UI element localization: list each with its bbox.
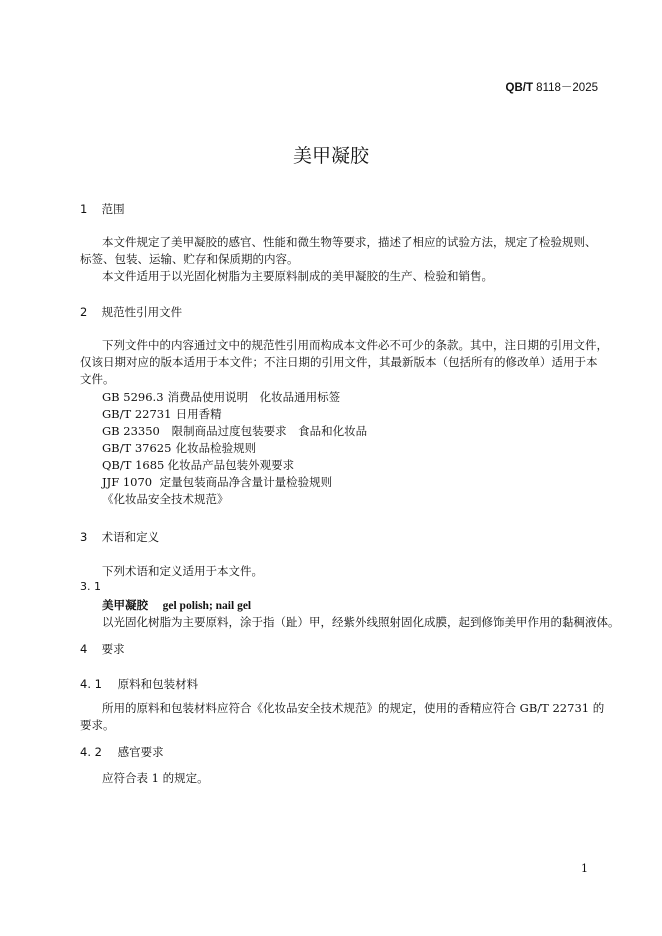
reference-code: GB/T 22731 <box>102 407 172 421</box>
reference-code: GB 5296.3 <box>102 390 164 404</box>
paragraph-line: 仅该日期对应的版本适用于本文件；不注日期的引用文件，其最新版本（包括所有的修改单）适用于本 <box>80 355 598 369</box>
reference-item <box>102 491 229 507</box>
section-title: 范围 <box>101 202 125 216</box>
reference-item <box>102 423 367 439</box>
term-definition: 以光固化树脂为主要原料，涂于指（趾）甲，经紫外线照射固化成膜，起到修饰美甲作用的黏稠液体。 <box>102 615 620 629</box>
section-2-heading <box>80 304 182 320</box>
reference-title: 《化妆品安全技术规范》 <box>102 492 229 506</box>
reference-code: QB/T 1685 <box>102 458 165 472</box>
paragraph-line: 所用的原料和包装材料应符合《化妆品安全技术规范》的规定，使用的香精应符合 GB/T 22731 的 <box>102 701 605 715</box>
reference-item <box>102 389 340 405</box>
subsection-4-1-heading <box>80 676 198 692</box>
standard-prefix: QB/T <box>505 82 533 94</box>
section-3-heading <box>80 529 159 545</box>
section-4-heading <box>80 641 125 657</box>
section-number: 2 <box>80 305 88 319</box>
page-number: 1 <box>581 862 588 875</box>
paragraph-line: 文件。 <box>80 372 115 386</box>
reference-title: 化妆品产品包装外观要求 <box>167 458 295 472</box>
reference-item <box>102 474 332 490</box>
subsection-number: 4. 2 <box>80 745 102 759</box>
paragraph-line: 应符合表 1 的规定。 <box>102 771 209 785</box>
subsection-title: 感官要求 <box>117 745 164 759</box>
section-number: 3 <box>80 530 88 544</box>
subsection-number: 4. 1 <box>80 677 102 691</box>
term-chinese: 美甲凝胶 <box>102 598 148 612</box>
paragraph-line: 下列术语和定义适用于本文件。 <box>102 564 263 578</box>
reference-title: 日用香精 <box>175 407 222 421</box>
term-entry <box>102 597 251 613</box>
reference-title: 化妆品检验规则 <box>175 441 257 455</box>
section-title: 术语和定义 <box>101 530 160 544</box>
reference-item <box>102 457 294 473</box>
term-english: gel polish; nail gel <box>162 600 252 612</box>
reference-code: GB/T 37625 <box>102 441 172 455</box>
reference-item <box>102 406 222 422</box>
section-1-heading <box>80 201 125 217</box>
section-number: 1 <box>80 202 88 216</box>
subclause-number: 3. 1 <box>80 580 101 593</box>
standard-number: 8118－2025 <box>532 82 598 94</box>
reference-code: GB 23350 <box>102 424 160 438</box>
reference-title: 限制商品过度包装要求 食品和化妆品 <box>171 424 368 438</box>
paragraph-line: 本文件适用于以光固化树脂为主要原料制成的美甲凝胶的生产、检验和销售。 <box>102 269 493 283</box>
paragraph-line: 下列文件中的内容通过文中的规范性引用而构成本文件必不可少的条款。其中，注日期的引用文件， <box>102 338 608 352</box>
subsection-4-2-heading <box>80 744 164 760</box>
paragraph-line: 标签、包装、运输、贮存和保质期的内容。 <box>80 252 299 266</box>
document-title: 美甲凝胶 <box>292 145 369 167</box>
reference-title: 定量包装商品净含量计量检验规则 <box>159 475 333 489</box>
section-title: 规范性引用文件 <box>101 305 183 319</box>
standard-code <box>506 79 599 95</box>
reference-code: JJF 1070 <box>102 475 153 489</box>
subsection-title: 原料和包装材料 <box>117 677 199 691</box>
section-title: 要求 <box>101 642 125 656</box>
section-number: 4 <box>80 642 88 656</box>
paragraph-line: 本文件规定了美甲凝胶的感官、性能和微生物等要求，描述了相应的试验方法，规定了检验规则、 <box>102 235 597 249</box>
reference-item <box>102 440 256 456</box>
paragraph-line: 要求。 <box>80 718 115 732</box>
reference-title: 消费品使用说明 化妆品通用标签 <box>167 390 341 404</box>
